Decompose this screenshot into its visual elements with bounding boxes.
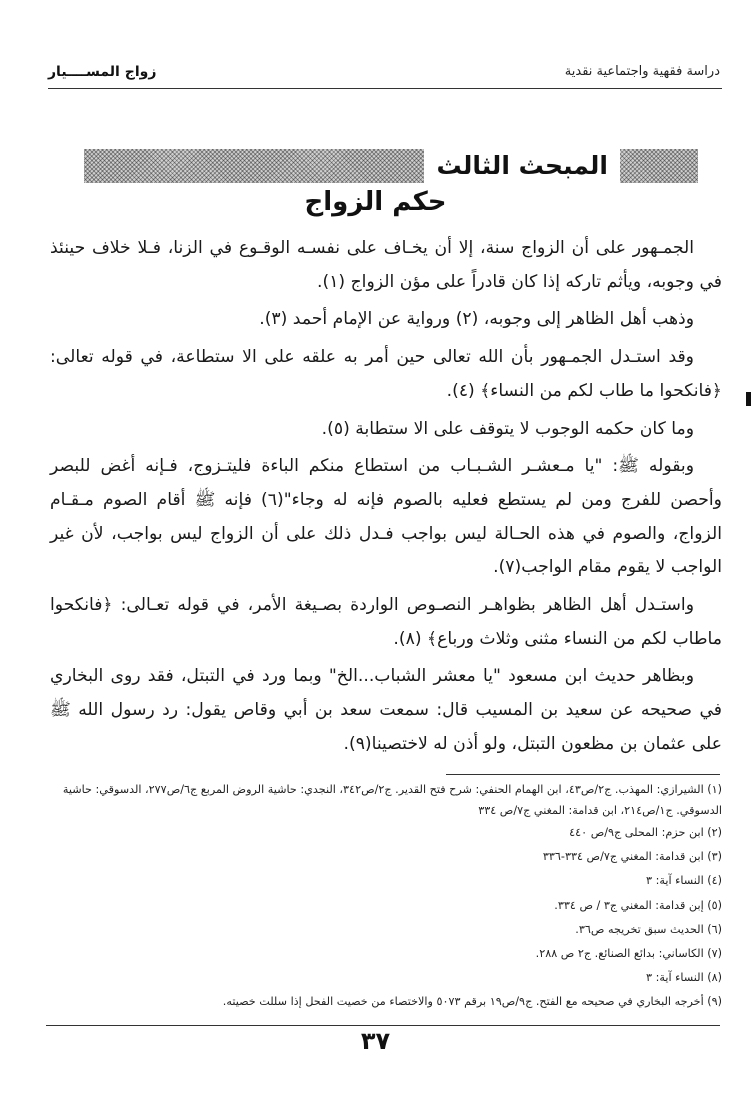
section-label: المبحث الثالث (424, 147, 620, 185)
page-edge-mark (746, 392, 751, 406)
paragraph: وبظاهر حديث ابن مسعود "يا معشر الشباب...الخ" وبما ورد في التبتل، فقد روى البخاري في صحيحه عن سعيد بن المسيب قال: سمعت سعد بن أبي وقاص يقول: رد رسول الله ﷺ على عثمان بن مظعون التبتل، ولو أذن له لاختصينا(٩). (50, 666, 722, 754)
paragraph: وقد استـدل الجمـهور بأن الله تعالى حين أمر به علقه على الا ستطاعة، في قوله تعالى: ﴿فانكحوا ما طاب لكم من النساء﴾ (٤). (50, 347, 722, 401)
footnote: (٢) ابن حزم: المحلى ج٩/ص ٤٤٠ (569, 826, 722, 839)
header-rule (48, 88, 722, 89)
page-number: ٣٧ (360, 1027, 391, 1055)
footnote: (٧) الكاساني: بدائع الصنائع. ج٢ ص ٢٨٨. (535, 947, 722, 961)
section-title: حكم الزواج (304, 187, 447, 217)
footnote: (٨) النساء آية: ٣ (646, 971, 722, 985)
paragraph: وما كان حكمه الوجوب لا يتوقف على الا ستطابة (٥). (321, 418, 694, 439)
section-banner (84, 149, 698, 183)
body-text (50, 232, 722, 766)
paragraph: وذهب أهل الظاهر إلى وجوبه، (٢) ورواية عن الإمام أحمد (٣). (259, 309, 694, 330)
footnote: (٥) إبن قدامة: المغني ج٣ / ص ٣٣٤. (554, 898, 722, 912)
footnote: (٩) أخرجه البخاري في صحيحه مع الفتح. ج٩/ص١٩ برقم ٥٠٧٣ والاختصاء من خصيت الفحل إذا سللت خصيته. (222, 995, 722, 1009)
header-subtitle: دراسة فقهية واجتماعية نقدية (564, 64, 720, 79)
footnotes (50, 779, 722, 1015)
footnote: (١) الشيرازي: المهذب. ج٢/ص٤٣، ابن الهمام الحنفي: شرح فتح القدير. ج٢/ص٣٤٢، النجدي: حاشية الروض المربع ج٦/ص٢٧٧، الدسوقي: حاشية الدسوقي. ج١/ص٢١٤، ابن قدامة: المغني ج٧/ص ٣٣٤ (62, 783, 722, 817)
paragraph: واستـدل أهل الظاهر بظواهـر النصـوص الواردة بصـيغة الأمر، في قوله تعـالى: ﴿فانكحوا ماطاب لكم من النساء مثنى وثلاث ورباع﴾ (٨). (50, 595, 722, 649)
footnote-separator (446, 774, 720, 775)
paragraph: الجمـهور على أن الزواج سنة، إلا أن يخـاف على نفسـه الوقـوع في الزنا، فـلا خلاف حينئذ في وجوبه، ويأثم تاركه إذا كان قادراً على مؤن الزواج (١). (50, 238, 722, 292)
footnote: (٣) ابن قدامة: المغني ج٧/ص ٣٣٤-٣٣٦ (542, 850, 722, 864)
header-book-title: زواج المســــيار (48, 64, 157, 80)
footnote: (٦) الحديث سبق تخريجه ص٣٦. (575, 922, 722, 936)
footnote: (٤) النساء آية: ٣ (646, 874, 722, 888)
running-header (48, 64, 720, 86)
footer-rule (46, 1025, 720, 1026)
paragraph: وبقوله ﷺ: "يا مـعشـر الشـبـاب من استطاع منكم الباءة فليتـزوج، فـإنه أغض للبصر وأحصن للفرج ومن لم يستطع فعليه بالصوم فإنه له وجاء"(٦) فإنه ﷺ أقام الصوم مـقـام الزواج، والصوم في هذه الحـالة ليس بواجب فـدل ذلك على أن الزواج ليس بواجب، لأن غير الواجب لا يقوم مقام الواجب(٧). (50, 456, 722, 578)
